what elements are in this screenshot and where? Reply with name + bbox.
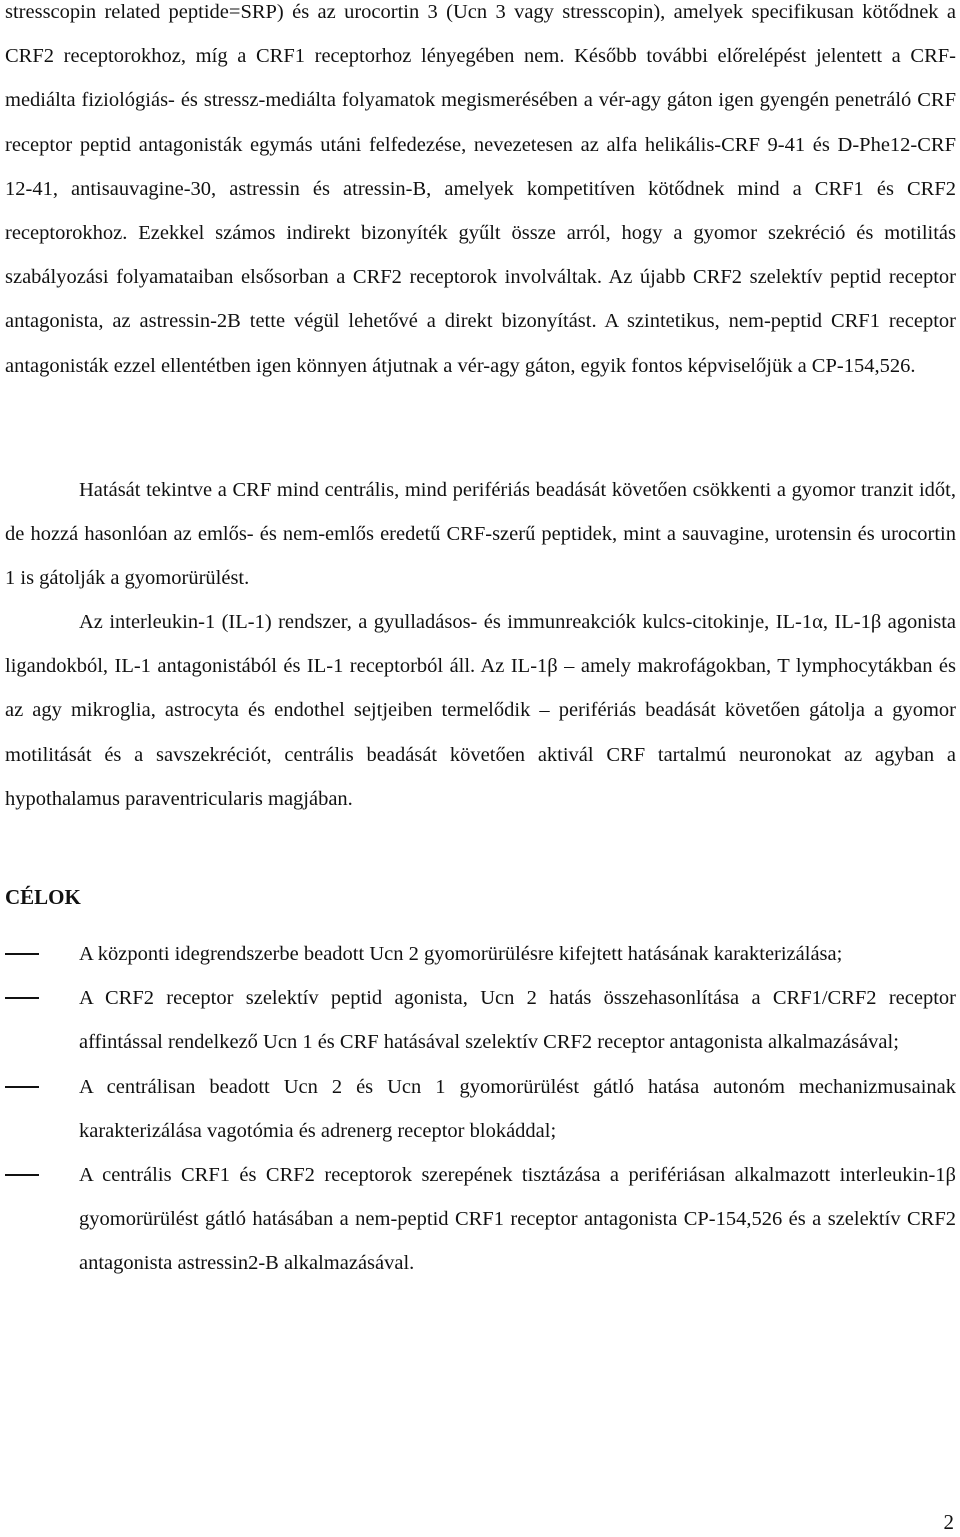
dash-bullet-icon xyxy=(5,997,39,999)
paragraph-crf-antagonists: stresscopin related peptide=SRP) és az urocortin 3 (Ucn 3 vagy stresscopin), amelyek specifikusan kötődnek a CRF2 receptorokhoz, míg a CRF1 receptorhoz lényegében nem. Később további előrelépést jelentett a CRF-mediálta fiziológiás- és stressz-mediálta folyamatok megismerésében a vér-agy gáton igen gyengén penetráló CRF receptor peptid antagonisták egymás utáni felfedezése, nevezetesen az alfa helikális-CRF 9-41 és D-Phe12-CRF 12-41, antisauvagine-30, astressin és atressin-B, amelyek kompetitíven kötődnek mind a CRF1 és CRF2 receptorokhoz. Ezekkel számos indirekt bizonyíték gyűlt össze arról, hogy a gyomor szekréció és motilitás szabályozási folyamataiban elsősorban a CRF2 receptorok involváltak. Az újabb CRF2 szelektív peptid receptor antagonista, az astressin-2B tette végül lehetővé a direkt bizonyítást. A szintetikus, nem-peptid CRF1 receptor antagonisták ezzel ellentétben igen könnyen átjutnak a vér-agy gáton, egyik fontos képviselőjük a CP-154,526. xyxy=(5,1,956,377)
goal-text: A centrálisan beadott Ucn 2 és Ucn 1 gyomorürülést gátló hatása autonóm mechanizmusainak karakterizálása vagotómia és adrenerg receptor blokáddal; xyxy=(79,1075,956,1142)
paragraph-interleukin: Az interleukin-1 (IL-1) rendszer, a gyulladásos- és immunreakciók kulcs-citokinje, IL-1α, IL-1β agonista ligandokból, IL-1 antagonistából és IL-1 receptorból áll. Az IL-1β – amely makrofágokban, T lymphocytákban és az agy mikroglia, astrocyta és endothel sejtjeiben termelődik – perifériás beadását követően gátolja a gyomor motilitását és a savszekréciót, centrális beadását követően aktivál CRF tartalmú neuronokat az agyban a hypothalamus paraventricularis magjában. xyxy=(5,611,956,810)
goal-item xyxy=(5,932,956,976)
dash-bullet-icon xyxy=(5,953,39,955)
page-number: 2 xyxy=(943,1510,954,1534)
goal-text: A centrális CRF1 és CRF2 receptorok szerepének tisztázása a perifériásan alkalmazott interleukin-1β gyomorürülést gátló hatásában a nem-peptid CRF1 receptor antagonista CP-154,526 és a szelektív CRF2 antagonista astressin2-B alkalmazásával. xyxy=(79,1164,956,1275)
section-heading-celok: CÉLOK xyxy=(5,885,81,909)
goal-text: A CRF2 receptor szelektív peptid agonista, Ucn 2 hatás összehasonlítása a CRF1/CRF2 receptor affintással rendelkező Ucn 1 és CRF hatásával szelektív CRF2 receptor antagonista alkalmazásával; xyxy=(79,987,956,1054)
goal-item xyxy=(5,1065,956,1153)
goal-text: A központi idegrendszerbe beadott Ucn 2 gyomorürülésre kifejtett hatásának karakterizálása; xyxy=(79,943,843,965)
dash-bullet-icon xyxy=(5,1086,39,1088)
goal-item xyxy=(5,1153,956,1286)
paragraph-gastric-transit: Hatását tekintve a CRF mind centrális, mind perifériás beadását követően csökkenti a gyomor tranzit időt, de hozzá hasonlóan az emlős- és nem-emlős eredetű CRF-szerű peptidek, mint a sauvagine, urotensin és urocortin 1 is gátolják a gyomorürülést. xyxy=(5,479,956,590)
dash-bullet-icon xyxy=(5,1174,39,1176)
goal-item xyxy=(5,976,956,1064)
goals-list xyxy=(5,932,956,1286)
